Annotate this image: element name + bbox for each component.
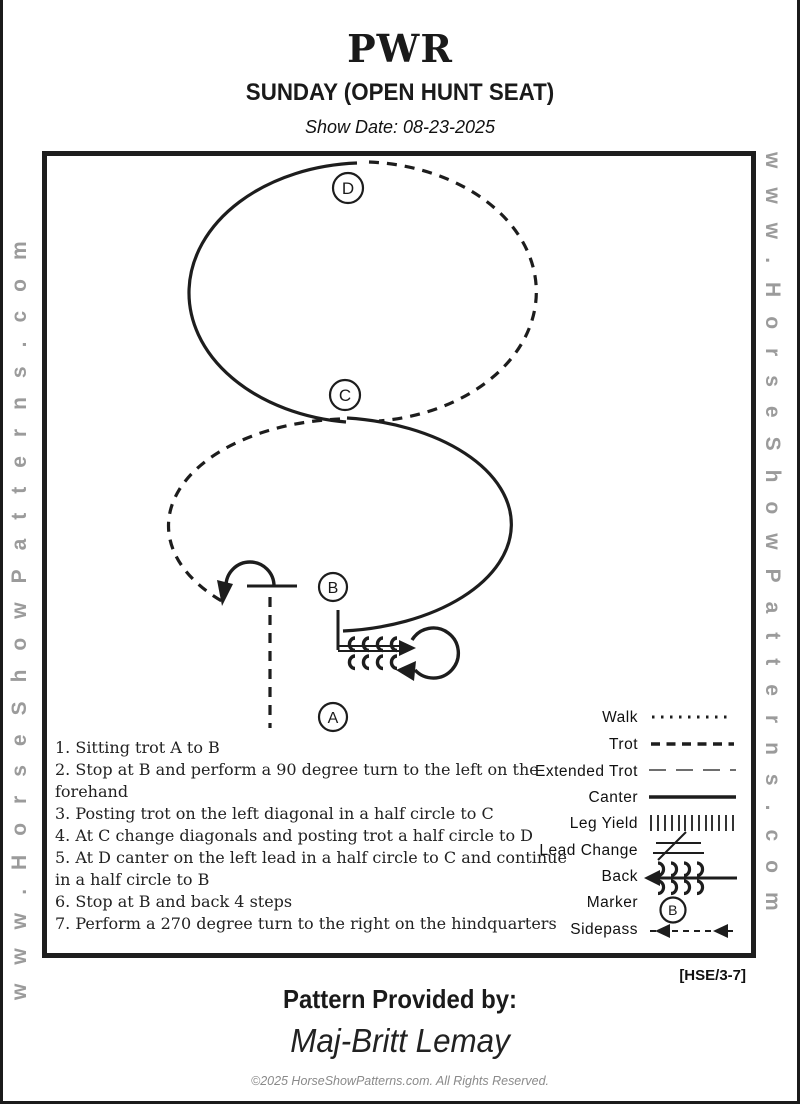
back-arrowhead — [399, 640, 416, 656]
instructions-list — [55, 737, 573, 935]
sidepass-symbol — [650, 924, 737, 938]
provided-by-label: Pattern Provided by: — [283, 984, 517, 1014]
legend-label-marker: Marker — [586, 894, 638, 911]
turn-90-left-symbol — [217, 562, 297, 606]
instruction-step-6: 6. Stop at B and back 4 steps — [55, 892, 293, 911]
provided-by-name: Maj-Britt Lemay — [290, 1022, 510, 1059]
legend-label-walk: Walk — [602, 709, 638, 726]
marker-legend-symbol — [661, 898, 686, 923]
back-legend-arrowhead — [644, 870, 660, 886]
legend-label-sidepass: Sidepass — [570, 921, 638, 938]
canter-path-bottom-circle — [343, 418, 511, 631]
back-symbol — [338, 638, 416, 669]
turn-270-right-symbol — [396, 628, 458, 681]
marker-c — [330, 380, 360, 410]
turn-270-arrowhead — [396, 661, 416, 681]
show-date: Show Date: 08-23-2025 — [304, 117, 496, 137]
instruction-step-3: 3. Posting trot on the left diagonal in a half circle to C — [55, 804, 494, 823]
instruction-step-2: 2. Stop at B and perform a 90 degree turn to the left on the forehand — [55, 760, 539, 801]
pattern-code: [HSE/3-7] — [679, 967, 746, 984]
marker-d-label: D — [341, 179, 355, 198]
marker-a-label: A — [327, 710, 339, 727]
legend-label-leg-yield: Leg Yield — [569, 815, 638, 832]
page-edge-left — [0, 0, 3, 1104]
watermark-left: www.HorseShowPatterns.com — [8, 222, 31, 1000]
instruction-step-1: 1. Sitting trot A to B — [55, 738, 220, 757]
marker-b-label: B — [327, 580, 339, 597]
marker-b — [319, 573, 347, 601]
trot-path-top-circle — [369, 162, 536, 421]
instruction-step-4: 4. At C change diagonals and posting trot a half circle to D — [55, 826, 533, 845]
trot-path-bottom-circle — [169, 419, 340, 604]
back-legend-symbol — [644, 863, 737, 894]
turn-arrowhead — [217, 580, 233, 606]
legend-label-back: Back — [601, 868, 638, 885]
instruction-step-7: 7. Perform a 270 degree turn to the right on the hindquarters — [55, 914, 557, 933]
marker-a — [319, 703, 347, 731]
legend-label-extended-trot: Extended Trot — [534, 763, 638, 780]
leg-yield-symbol — [651, 815, 733, 831]
marker-c-label: C — [338, 386, 352, 405]
copyright-notice: ©2025 HorseShowPatterns.com. All Rights Reserved. — [251, 1073, 549, 1088]
canter-path-top-circle — [189, 163, 357, 422]
legend-label-lead-change: Lead Change — [539, 842, 638, 859]
class-subtitle: SUNDAY (OPEN HUNT SEAT) — [245, 79, 555, 106]
instruction-step-5: 5. At D canter on the left lead in a half circle to C and continue in a half circle to B — [55, 848, 567, 889]
marker-d — [333, 173, 363, 203]
legend-label-canter: Canter — [588, 789, 638, 806]
page-title: PWR — [347, 26, 453, 71]
lead-change-symbol — [653, 832, 704, 860]
legend-label-trot: Trot — [609, 736, 638, 753]
watermark-right: www.HorseShowPatterns.com — [761, 152, 784, 930]
marker-legend-letter: B — [668, 902, 678, 918]
